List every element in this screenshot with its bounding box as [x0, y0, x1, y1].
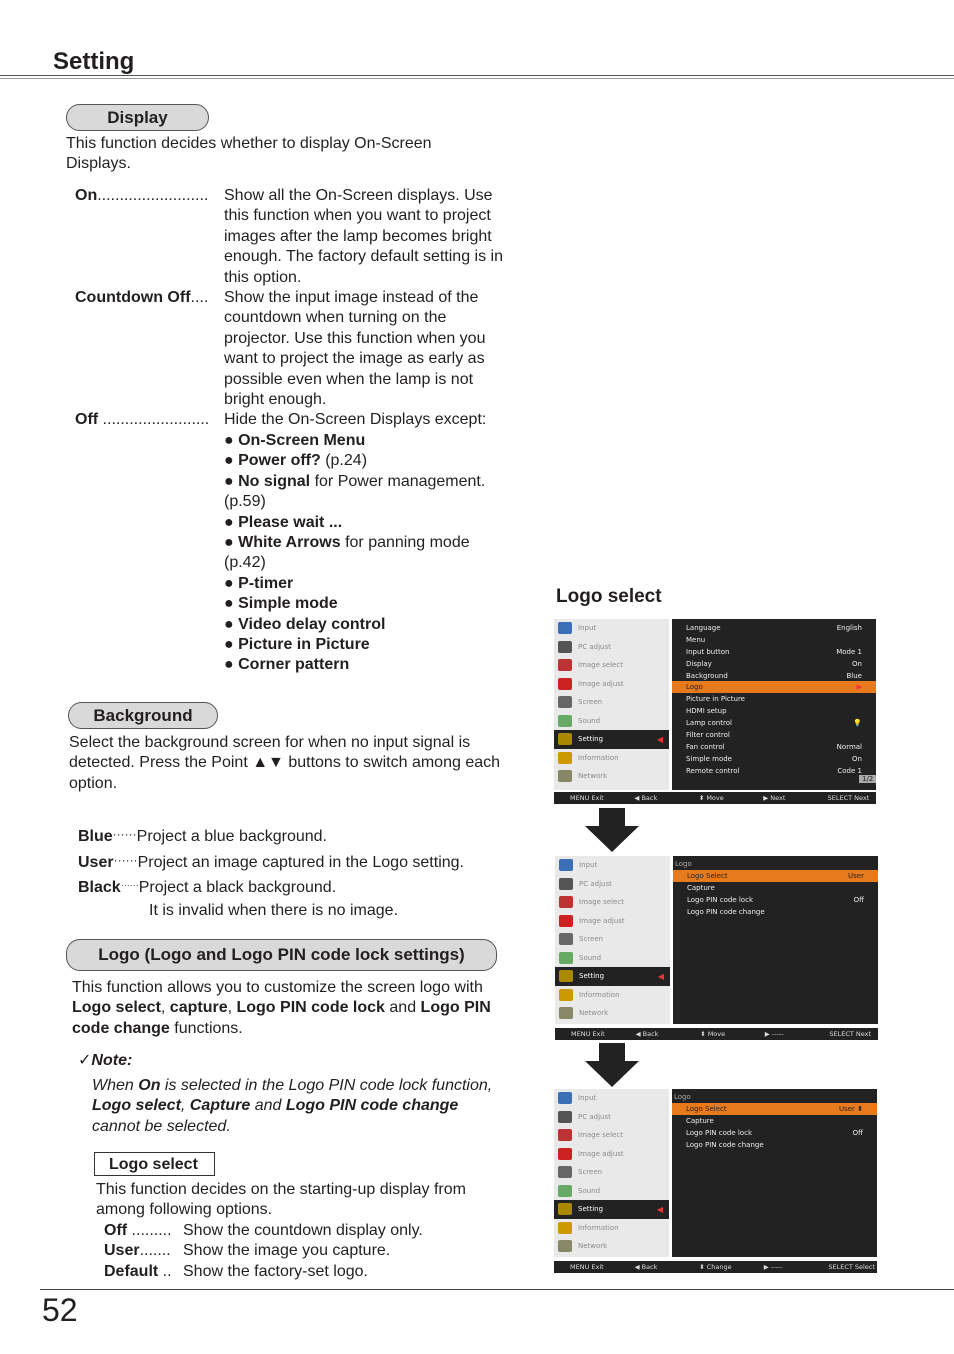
menu-item-label: Image select — [578, 1131, 623, 1140]
menu-item-label: Information — [578, 1223, 619, 1232]
bullet-icon: ● — [224, 595, 239, 613]
input-icon — [559, 859, 573, 871]
hint-label: SELECT Next — [829, 1030, 872, 1038]
hint-label: MENU Exit — [571, 1030, 605, 1038]
hint-label: ⬍ Move — [698, 794, 724, 802]
information-icon — [559, 989, 573, 1001]
menu-item-image-select[interactable] — [554, 656, 669, 675]
hint-label: MENU Exit — [570, 1263, 604, 1271]
except-item: ● No signal for Power management. (p.59) — [224, 472, 486, 511]
except-item: ● Simple mode — [224, 595, 338, 613]
menu-item-label: Image adjust — [578, 1149, 624, 1158]
pc-adjust-icon — [558, 1111, 572, 1123]
menu-row[interactable]: Picture in Picture — [686, 695, 745, 704]
menu-item-input[interactable] — [554, 1089, 669, 1108]
menu-left-panel — [554, 1089, 669, 1257]
arrow-down-icon — [585, 808, 639, 852]
logo-select-heading: Logo select — [94, 1152, 215, 1176]
hint-label: MENU Exit — [570, 794, 604, 802]
display-heading: Display — [66, 104, 209, 131]
menu-row[interactable]: HDMI setup — [686, 707, 727, 716]
except-item: ● Picture in Picture — [224, 635, 370, 653]
hint-label: ▶ ----- — [764, 1030, 784, 1038]
except-item: ● On-Screen Menu — [224, 431, 366, 449]
menu-row[interactable]: Simple mode On — [686, 754, 862, 763]
image-select-icon — [559, 896, 573, 908]
background-options — [78, 823, 518, 922]
menu-item-label: Setting — [578, 1205, 604, 1214]
hint-label: ▶ ----- — [763, 1263, 783, 1271]
menu-left-panel — [555, 856, 670, 1024]
menu-row[interactable]: Lamp control 💡 — [686, 719, 862, 728]
menu-item-image-adjust[interactable] — [555, 912, 670, 931]
screen-icon — [558, 696, 572, 708]
menu-row[interactable]: Capture — [686, 1116, 714, 1125]
except-item: ● Corner pattern — [224, 656, 350, 674]
menu-item-label: PC adjust — [578, 642, 611, 651]
menu-row[interactable]: Logo Select User — [673, 870, 878, 882]
hint-label: ⬍ Move — [700, 1030, 726, 1038]
arrow-down-icon — [585, 1043, 639, 1087]
screen-icon — [558, 1166, 572, 1178]
menu-row[interactable]: Logo PIN code change — [687, 907, 765, 916]
bullet-icon: ● — [224, 431, 239, 449]
note-heading: ✓Note: — [78, 1052, 133, 1069]
menu-item-input[interactable] — [554, 619, 669, 638]
sound-icon — [558, 715, 572, 727]
submenu-header: Logo — [675, 859, 692, 868]
information-icon — [558, 752, 572, 764]
except-item: ● Please wait ... — [224, 513, 343, 531]
image-adjust-icon — [559, 915, 573, 927]
input-icon — [558, 1092, 572, 1104]
menu-item-pc-adjust[interactable] — [554, 1108, 669, 1127]
menu-item-label: Image adjust — [579, 916, 625, 925]
menu-screenshot-2 — [555, 856, 878, 1040]
information-icon — [558, 1222, 572, 1234]
except-list — [224, 431, 514, 676]
page-number: 52 — [42, 1292, 78, 1328]
menu-row[interactable]: Logo Select User ⬍ — [672, 1103, 877, 1115]
logo-option-user: User....... Show the image you capture. — [104, 1242, 391, 1260]
bullet-icon: ● — [224, 615, 239, 633]
bullet-icon: ● — [224, 472, 239, 490]
background-option-user: User······Project an image captured in the Logo setting. — [78, 852, 464, 871]
menu-item-label: Setting — [578, 735, 604, 744]
menu-item-label: Input — [578, 624, 597, 633]
menu-item-network[interactable] — [554, 1237, 669, 1256]
display-option-off: Off ........................ Hide the On-Screen Displays except: ● On-Screen Menu ● Power off? (p.24) ● No signal for Power management. (p.59) ● Please wait ... ● White Arrows for panning mode (p.42) ● P-timer ● Simple mode ● Video delay control ● Picture in Picture ● Corner pattern — [75, 410, 515, 675]
hint-label: ⬍ Change — [699, 1263, 732, 1271]
logo-select-intro: This function decides on the starting-up display from among following options. — [96, 1181, 466, 1219]
menu-row[interactable]: Background Blue — [686, 671, 862, 680]
display-intro: This function decides whether to display On-Screen Displays. — [66, 135, 432, 173]
menu-item-network[interactable] — [555, 1004, 670, 1023]
bullet-icon: ● — [224, 533, 239, 551]
bullet-icon: ● — [224, 452, 239, 470]
except-item: ● Power off? (p.24) — [224, 452, 368, 470]
menu-item-label: Input — [579, 861, 598, 870]
hint-label: SELECT Next — [827, 794, 870, 802]
menu-item-label: Information — [579, 990, 620, 999]
menu-screenshot-3 — [554, 1089, 877, 1273]
menu-item-pc-adjust[interactable] — [555, 875, 670, 894]
menu-item-information[interactable] — [554, 749, 669, 768]
except-item: ● White Arrows for panning mode (p.42) — [224, 533, 470, 572]
bullet-icon: ● — [224, 513, 239, 531]
logo-option-off: Off ......... Show the countdown display only. — [104, 1222, 423, 1239]
menu-item-screen[interactable] — [554, 693, 669, 712]
menu-row[interactable]: Remote control Code 1 — [686, 766, 862, 775]
background-option-black: Black······Project a black background. — [78, 879, 337, 897]
menu-item-network[interactable] — [554, 767, 669, 786]
menu-item-label: PC adjust — [579, 879, 612, 888]
menu-item-screen[interactable] — [555, 930, 670, 949]
menu-item-label: Information — [578, 753, 619, 762]
menu-row[interactable]: Input button Mode 1 — [686, 647, 862, 656]
background-option-blue: Blue······Project a blue background. — [78, 827, 327, 845]
option-desc: Show the input image instead of the countdown when turning on the projector. Use this function when you want to project the image as early as possible even when the lamp is not bright enough. — [224, 289, 486, 409]
menu-item-label: PC adjust — [578, 1112, 611, 1121]
menu-bottom-bar — [555, 1028, 878, 1040]
menu-item-label: Screen — [578, 698, 603, 707]
setting-icon — [558, 733, 572, 745]
menu-item-label: Image select — [579, 898, 624, 907]
bullet-icon: ● — [224, 574, 239, 592]
display-option-on: On......................... Show all the On-Screen displays. Use this function when you want to project images after the lamp becomes bright enough. The factory default setting is in this option. — [75, 186, 515, 288]
image-adjust-icon — [558, 1148, 572, 1160]
figure-title: Logo select — [556, 586, 662, 607]
bullet-icon: ● — [224, 656, 239, 674]
logo-select-options — [104, 1221, 504, 1282]
except-item: ● Video delay control — [224, 615, 386, 633]
menu-row[interactable]: Filter control — [686, 730, 730, 739]
menu-item-label: Screen — [578, 1168, 603, 1177]
menu-item-image-adjust[interactable] — [554, 675, 669, 694]
menu-item-sound[interactable] — [554, 1182, 669, 1201]
logo-option-default: Default .. Show the factory-set logo. — [104, 1262, 368, 1280]
menu-item-label: Input — [578, 1094, 597, 1103]
network-icon — [558, 1240, 572, 1252]
menu-item-pc-adjust[interactable] — [554, 638, 669, 657]
menu-row[interactable]: Menu — [686, 635, 706, 644]
except-item: ● P-timer — [224, 574, 294, 592]
menu-bottom-bar — [554, 792, 876, 804]
menu-row[interactable]: Logo PIN code lock Off — [687, 895, 864, 904]
menu-bottom-bar — [554, 1261, 877, 1273]
footer-rule — [40, 1289, 954, 1290]
sound-icon — [558, 1185, 572, 1197]
menu-row[interactable]: Display On — [686, 659, 862, 668]
menu-right-panel — [672, 619, 876, 790]
menu-item-label: Network — [578, 1242, 608, 1251]
note-body: When On is selected in the Logo PIN code lock function, Logo select, Capture and Logo PIN code change cannot be selected. — [92, 1077, 493, 1135]
menu-item-sound[interactable] — [555, 949, 670, 968]
menu-item-label: Sound — [579, 953, 602, 962]
option-desc: Hide the On-Screen Displays except: — [224, 411, 487, 429]
hint-label: ▶ Next — [763, 794, 786, 802]
hint-label: ◀ Back — [634, 1263, 658, 1271]
menu-item-label: Network — [579, 1009, 609, 1018]
input-icon — [558, 622, 572, 634]
hint-label: SELECT Select — [828, 1263, 875, 1271]
menu-item-setting[interactable] — [555, 967, 670, 986]
logo-intro: This function allows you to customize the screen logo with Logo select, capture, Logo PIN code lock and Logo PIN code change functions. — [72, 979, 491, 1037]
menu-item-label: Image select — [578, 661, 623, 670]
header-rule — [0, 75, 954, 76]
page-title: Setting — [53, 48, 135, 75]
menu-screenshot-1 — [554, 619, 876, 804]
menu-item-label: Network — [578, 772, 608, 781]
network-icon — [559, 1007, 573, 1019]
menu-item-image-select[interactable] — [554, 1126, 669, 1145]
sound-icon — [559, 952, 573, 964]
option-desc: Show all the On-Screen displays. Use this function when you want to project images after the lamp becomes bright enough. The factory default setting is in this option. — [224, 187, 503, 286]
menu-row[interactable]: Fan control Normal — [686, 742, 862, 751]
image-select-icon — [558, 1129, 572, 1141]
menu-row[interactable]: Logo ▶ — [672, 681, 876, 693]
menu-item-screen[interactable] — [554, 1163, 669, 1182]
menu-row[interactable]: Logo PIN code change — [686, 1140, 764, 1149]
menu-right-panel — [673, 856, 878, 1024]
menu-item-label: Sound — [578, 716, 601, 725]
hint-label: ◀ Back — [634, 794, 658, 802]
network-icon — [558, 770, 572, 782]
check-icon: ✓ — [78, 1052, 92, 1069]
menu-item-setting[interactable] — [554, 730, 669, 749]
background-invalid-note: It is invalid when there is no image. — [149, 901, 399, 919]
submenu-header: Logo — [674, 1092, 691, 1101]
header-rule-thin — [0, 78, 954, 79]
background-heading: Background — [68, 702, 218, 729]
bullet-icon: ● — [224, 635, 239, 653]
setting-icon — [559, 970, 573, 982]
menu-row[interactable]: Logo PIN code lock Off — [686, 1128, 863, 1137]
logo-heading: Logo (Logo and Logo PIN code lock settings) — [66, 939, 497, 971]
setting-icon — [558, 1203, 572, 1215]
display-option-countdown-off: Countdown Off.... Show the input image instead of the countdown when turning on the projector. Use this function when you want to project the image as early as possible even when the lamp is not bright enough. — [75, 288, 515, 410]
screen-icon — [559, 933, 573, 945]
menu-item-input[interactable] — [555, 856, 670, 875]
menu-right-panel — [672, 1089, 877, 1257]
menu-item-label: Sound — [578, 1186, 601, 1195]
menu-item-label: Image adjust — [578, 679, 624, 688]
pc-adjust-icon — [559, 878, 573, 890]
image-select-icon — [558, 659, 572, 671]
menu-item-image-select[interactable] — [555, 893, 670, 912]
hint-label: ◀ Back — [635, 1030, 659, 1038]
menu-row[interactable]: Language English — [686, 623, 862, 632]
image-adjust-icon — [558, 678, 572, 690]
background-intro: Select the background screen for when no input signal is detected. Press the Point ▲▼ buttons to switch among each option. — [69, 734, 501, 792]
menu-left-panel — [554, 619, 669, 790]
menu-item-sound[interactable] — [554, 712, 669, 731]
menu-item-label: Setting — [579, 972, 605, 981]
menu-item-information[interactable] — [555, 986, 670, 1005]
page-indicator: 1/2 — [859, 775, 876, 783]
pc-adjust-icon — [558, 641, 572, 653]
menu-item-information[interactable] — [554, 1219, 669, 1238]
display-options — [75, 186, 515, 676]
menu-item-image-adjust[interactable] — [554, 1145, 669, 1164]
menu-item-setting[interactable] — [554, 1200, 669, 1219]
menu-item-label: Screen — [579, 935, 604, 944]
menu-row[interactable]: Capture — [687, 883, 715, 892]
